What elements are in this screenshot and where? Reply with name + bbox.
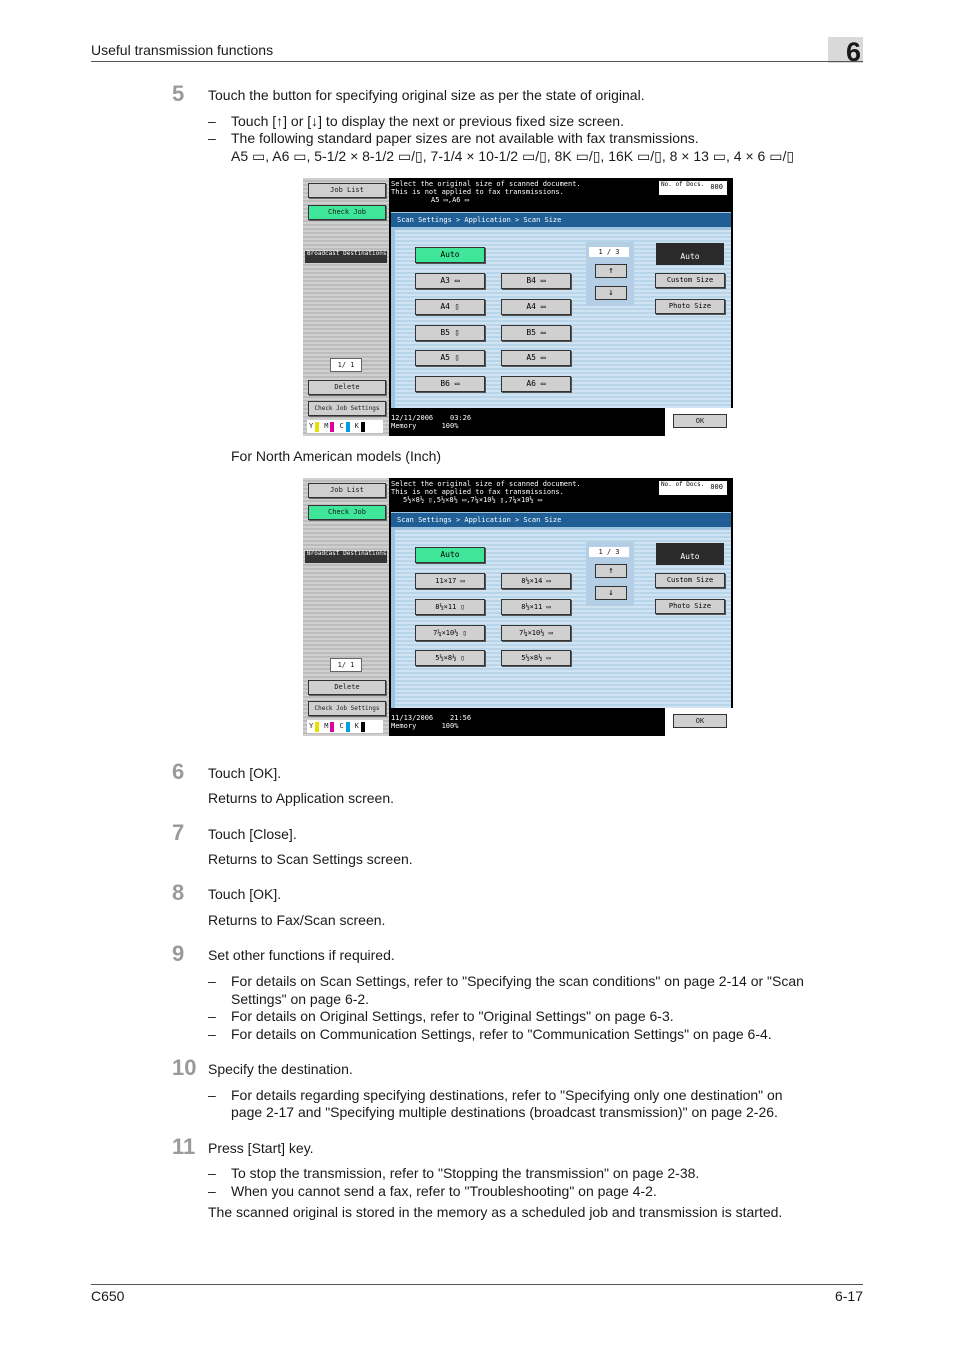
toner-m-icon xyxy=(330,422,334,432)
header-title: Useful transmission functions xyxy=(91,42,274,58)
step-7-result: Returns to Scan Settings screen. xyxy=(208,851,413,867)
check-job-button[interactable]: Check Job xyxy=(308,505,386,520)
step-10-bullet-1-cont: page 2-17 and "Specifying multiple destinations (broadcast transmission)" on page 2-26. xyxy=(231,1104,778,1120)
auto-size-button[interactable]: Auto xyxy=(415,247,485,263)
step-7-text: Touch [Close]. xyxy=(208,826,297,842)
instruction-message: Select the original size of scanned document. This is not applied to fax transmissions. A5 ▭,A6 ▭ xyxy=(391,180,581,204)
size-button-a4-portrait[interactable]: A4 ▯ xyxy=(415,299,485,315)
toner-m-label: M xyxy=(324,422,329,430)
custom-size-button[interactable]: Custom Size xyxy=(655,573,725,588)
toner-c-label: C xyxy=(339,722,344,730)
auto-size-button[interactable]: Auto xyxy=(415,547,485,563)
chapter-number: 6 xyxy=(828,37,863,63)
down-arrow-icon[interactable]: ↓ xyxy=(595,586,627,600)
instruction-message: Select the original size of scanned document. This is not applied to fax transmissions. 5½×8½ ▯,5½×8½ ▭,7¼×10½ ▯,7¼×10½ ▭ xyxy=(391,480,581,504)
size-button-letter-landscape[interactable]: 8½×11 ▭ xyxy=(501,599,571,615)
job-list-button[interactable]: Job List xyxy=(308,483,386,498)
delete-button[interactable]: Delete xyxy=(308,380,386,395)
left-panel xyxy=(303,478,389,736)
custom-size-button[interactable]: Custom Size xyxy=(655,273,725,288)
doc-count-box: No. of Docs. 000 xyxy=(659,481,727,495)
footer-rule xyxy=(91,1284,863,1285)
size-button-11x17[interactable]: 11×17 ▭ xyxy=(415,573,485,589)
step-9-text: Set other functions if required. xyxy=(208,947,395,963)
page-indicator: 1 / 3 xyxy=(589,247,629,257)
step-number-5: 5 xyxy=(172,81,185,106)
size-button-executive-portrait[interactable]: 7¼×10½ ▯ xyxy=(415,625,485,641)
footer-page: 6-17 xyxy=(834,1288,863,1304)
step-number-6: 6 xyxy=(172,759,185,784)
toner-y-label: Y xyxy=(309,422,314,430)
left-panel xyxy=(303,178,389,436)
up-arrow-icon[interactable]: ↑ xyxy=(595,264,627,278)
photo-size-button[interactable]: Photo Size xyxy=(655,299,725,314)
closing-text: The scanned original is stored in the memory as a scheduled job and transmission is started. xyxy=(208,1204,783,1220)
step-5-sizes: A5 ▭, A6 ▭, 5-1/2 × 8-1/2 ▭/▯, 7-1/4 × 10-1/2 ▭/▯, 8K ▭/▯, 16K ▭/▯, 8 × 13 ▭, 4 × 6 ▭/▯ xyxy=(231,148,795,164)
toner-y-icon xyxy=(315,422,319,432)
current-size-display: Auto xyxy=(656,243,724,265)
screenshot-scan-size-metric xyxy=(303,178,733,436)
toner-c-icon xyxy=(346,422,350,432)
ok-button[interactable]: OK xyxy=(673,414,727,428)
toner-y-icon xyxy=(315,722,319,732)
screenshot-scan-size-inch xyxy=(303,478,733,736)
page-navigator xyxy=(586,242,634,306)
toner-k-icon xyxy=(361,422,365,432)
step-11-text: Press [Start] key. xyxy=(208,1140,314,1156)
toner-k-icon xyxy=(361,722,365,732)
breadcrumb: Scan Settings > Application > Scan Size xyxy=(391,513,731,527)
status-bar: 12/11/2006 03:26 Memory 100% xyxy=(391,414,472,430)
footer-model: C650 xyxy=(91,1288,125,1304)
doc-count-box: No. of Docs. 000 xyxy=(659,181,727,195)
step-8-text: Touch [OK]. xyxy=(208,886,282,902)
size-button-a5-landscape[interactable]: A5 ▭ xyxy=(501,350,571,366)
toner-levels xyxy=(307,720,383,733)
up-arrow-icon[interactable]: ↑ xyxy=(595,564,627,578)
job-list-button[interactable]: Job List xyxy=(308,183,386,198)
page-navigator xyxy=(586,542,634,606)
check-job-settings-button[interactable]: Check Job Settings xyxy=(308,401,386,416)
size-button-b5-landscape[interactable]: B5 ▭ xyxy=(501,325,571,341)
size-button-a3[interactable]: A3 ▭ xyxy=(415,273,485,289)
size-button-b4[interactable]: B4 ▭ xyxy=(501,273,571,289)
step-number-8: 8 xyxy=(172,880,185,905)
down-arrow-icon[interactable]: ↓ xyxy=(595,286,627,300)
broadcast-destinations-label: Broadcast Destinations xyxy=(305,251,387,263)
step-5-text: Touch the button for specifying original size as per the state of original. xyxy=(208,87,645,103)
step-number-10: 10 xyxy=(172,1055,197,1080)
destination-count: 1/ 1 xyxy=(330,658,362,672)
toner-levels xyxy=(307,420,383,433)
step-9-bullet-1-cont: Settings" on page 6-2. xyxy=(231,991,370,1007)
breadcrumb: Scan Settings > Application > Scan Size xyxy=(391,213,731,227)
status-bar: 11/13/2006 21:56 Memory 100% xyxy=(391,714,472,730)
step-number-7: 7 xyxy=(172,820,185,845)
page-indicator: 1 / 3 xyxy=(589,547,629,557)
step-6-result: Returns to Application screen. xyxy=(208,790,394,806)
size-button-b5-portrait[interactable]: B5 ▯ xyxy=(415,325,485,341)
size-button-letter-portrait[interactable]: 8½×11 ▯ xyxy=(415,599,485,615)
size-button-a6[interactable]: A6 ▭ xyxy=(501,376,571,392)
size-button-a4-landscape[interactable]: A4 ▭ xyxy=(501,299,571,315)
step-10-text: Specify the destination. xyxy=(208,1061,353,1077)
step-number-9: 9 xyxy=(172,941,185,966)
size-button-b6[interactable]: B6 ▭ xyxy=(415,376,485,392)
toner-k-label: K xyxy=(354,422,359,430)
toner-c-icon xyxy=(346,722,350,732)
delete-button[interactable]: Delete xyxy=(308,680,386,695)
size-button-legal[interactable]: 8½×14 ▭ xyxy=(501,573,571,589)
photo-size-button[interactable]: Photo Size xyxy=(655,599,725,614)
broadcast-destinations-label: Broadcast Destinations xyxy=(305,551,387,563)
header-rule xyxy=(91,61,863,62)
check-job-button[interactable]: Check Job xyxy=(308,205,386,220)
step-6-text: Touch [OK]. xyxy=(208,765,282,781)
size-button-statement-portrait[interactable]: 5½×8½ ▯ xyxy=(415,650,485,666)
current-size-display: Auto xyxy=(656,543,724,565)
na-caption: For North American models (Inch) xyxy=(231,448,442,464)
step-8-result: Returns to Fax/Scan screen. xyxy=(208,912,386,928)
check-job-settings-button[interactable]: Check Job Settings xyxy=(308,701,386,716)
size-button-executive-landscape[interactable]: 7¼×10½ ▭ xyxy=(501,625,571,641)
toner-m-label: M xyxy=(324,722,329,730)
step-number-11: 11 xyxy=(172,1134,196,1159)
toner-m-icon xyxy=(330,722,334,732)
toner-c-label: C xyxy=(339,422,344,430)
size-button-a5-portrait[interactable]: A5 ▯ xyxy=(415,350,485,366)
size-button-statement-landscape[interactable]: 5½×8½ ▭ xyxy=(501,650,571,666)
destination-count: 1/ 1 xyxy=(330,358,362,372)
toner-y-label: Y xyxy=(309,722,314,730)
toner-k-label: K xyxy=(354,722,359,730)
ok-button[interactable]: OK xyxy=(673,714,727,728)
